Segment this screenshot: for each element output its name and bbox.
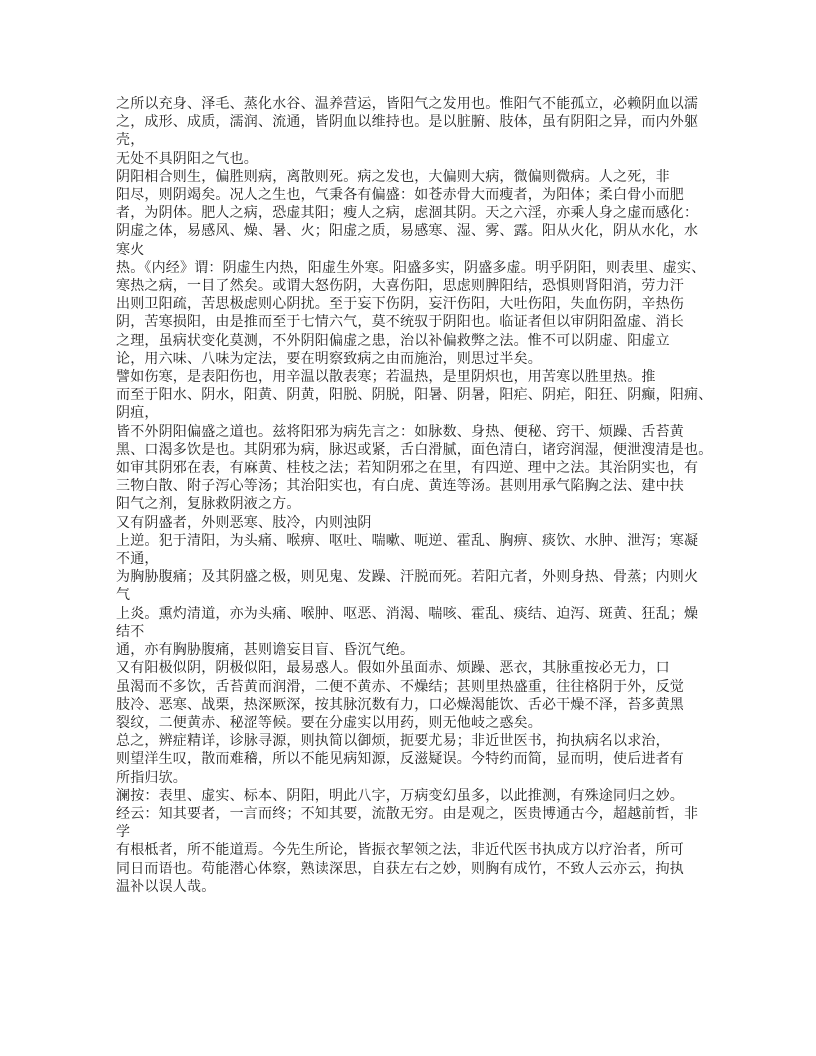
text-line: 所指归欤。: [116, 770, 187, 786]
text-line: 之理，虽病状变化莫测，不外阴阳偏虚之患，治以补偏救弊之法。惟不可以阴虚、阳虚立: [116, 333, 670, 349]
text-line: 结不: [116, 624, 145, 640]
text-line: 三物白散、附子泻心等汤；其治阳实也，有白虎、黄连等汤。甚则用承气陷胸之法、建中扶: [116, 479, 684, 495]
text-line: 澜按：表里、虚实、标本、阴阳，明此八字，万病变幻虽多，以此推测，有殊途同归之妙。: [116, 788, 684, 804]
text-line: 上炎。熏灼清道，亦为头痛、喉肿、呕恶、消渴、喘咳、霍乱、痰结、迫泻、斑黄、狂乱；燥: [116, 606, 699, 622]
text-line: 又有阴盛者，外则恶寒、肢冷，内则浊阴: [116, 515, 372, 531]
text-line: 寒火: [116, 242, 145, 258]
text-line: 为胸胁腹痛；及其阴盛之极，则见鬼、发躁、汗脱而死。若阳亢者，外则身热、骨蒸；内则火: [116, 570, 699, 586]
text-line: 学: [116, 825, 131, 841]
text-line: 气: [116, 588, 131, 604]
text-line: 经云：知其要者，一言而终；不知其要，流散无穷。由是观之，医贵博通古今，超越前哲，非: [116, 806, 699, 822]
text-line: 黑、口渴多饮是也。其阴邪为病，脉迟或紧，舌白滑腻，面色清白，诸窍润湿，便泄溲清是也。: [116, 442, 713, 458]
text-line: 有根柢者，所不能道焉。今先生所论，皆振衣挈领之法，非近代医书执成方以疗治者，所可: [116, 843, 684, 859]
text-line: 出则卫阳疏，苦思极虑则心阴扰。至于妄下伤阴，妄汗伤阳，大吐伤阳，失血伤阴，辛热伤: [116, 297, 684, 313]
text-line: 肢冷、恶寒、战栗，热深厥深，按其脉沉数有力，口必燥渴能饮、舌必干燥不泽，苔多黄黑: [116, 697, 684, 713]
text-line: 通，亦有胸胁腹痛，甚则谵妄目盲、昏沉气绝。: [116, 643, 415, 659]
text-line: 论，用六味、八味为定法，要在明察致病之由而施治，则思过半矣。: [116, 351, 542, 367]
text-line: 阴虚之体，易感风、燥、暑、火；阳虚之质，易感寒、湿、雾、露。阳从火化，阴从水化，水: [116, 224, 699, 240]
text-line: 之，成形、成质，濡润、流通，皆阴血以维持也。是以脏腑、肢体，虽有阴阳之异，而内外躯: [116, 115, 699, 131]
text-line: 寒热之病，一目了然矣。或谓大怒伤阴，大喜伤阳，思虑则脾阳结，恐惧则肾阳消，劳力汗: [116, 279, 684, 295]
text-line: 阴阳相合则生，偏胜则病，离散则死。病之发也，大偏则大病，微偏则微病。人之死，非: [116, 169, 670, 185]
text-line: 皆不外阴阳偏盛之道也。兹将阳邪为病先言之：如脉数、身热、便秘、窍干、烦躁、舌苔黄: [116, 424, 684, 440]
text-line: 壳，: [116, 133, 145, 149]
text-line: 阴，苦寒损阳，由是推而至于七情六气，莫不统驭于阴阳也。临证者但以审阴阳盈虚、消长: [116, 315, 684, 331]
text-line: 热。《内经》谓：阴虚生内热，阳虚生外寒。阳盛多实，阴盛多虚。明乎阴阳，则表里、虚实、: [116, 260, 706, 276]
text-line: 裂纹，二便黄赤、秘涩等候。要在分虚实以用药，则无他岐之惑矣。: [116, 715, 542, 731]
document-text: [116, 96, 713, 897]
text-line: 阳尽，则阴竭矣。况人之生也，气秉各有偏盛：如苍赤骨大而瘦者，为阳体；柔白骨小而肥: [116, 188, 684, 204]
text-line: 虽渴而不多饮，舌苔黄而润滑，二便不黄赤、不燥结；甚则里热盛重，往往格阴于外，反觉: [116, 679, 684, 695]
text-line: 总之，辨症精详，诊脉寻源，则执简以御烦，扼要尤易；非近世医书，拘执病名以求治，: [116, 734, 670, 750]
text-line: 譬如伤寒，是表阳伤也，用辛温以散表寒；若温热，是里阴炽也，用苦寒以胜里热。推: [116, 370, 656, 386]
text-line: 上逆。犯于清阳，为头痛、喉痹、呕吐、喘嗽、呃逆、霍乱、胸痹、痰饮、水肿、泄泻；寒凝: [116, 533, 699, 549]
text-line: 温补以误人哉。: [116, 879, 216, 895]
text-line: 阳气之剂，复脉救阴液之方。: [116, 497, 301, 513]
text-line: 如审其阴邪在表，有麻黄、桂枝之法；若知阴邪之在里，有四逆、理中之法。其治阴实也，有: [116, 461, 699, 477]
text-line: 同日而语也。苟能潜心体察，熟读深思，自获左右之妙，则胸有成竹，不致人云亦云，拘执: [116, 861, 684, 877]
text-line: 无处不具阴阳之气也。: [116, 151, 258, 167]
text-line: 者，为阴体。肥人之病，恐虚其阳；瘦人之病，虑涸其阴。天之六淫，亦乘人身之虚而感化：: [116, 206, 699, 222]
text-line: 不通，: [116, 552, 159, 568]
text-line: 而至于阳水、阴水，阳黄、阴黄，阳脱、阴脱，阳暑、阴暑，阳疟、阴疟，阳狂、阴癫，阳痈、: [116, 388, 713, 404]
text-line: 之所以充身、泽毛、蒸化水谷、温养营运，皆阳气之发用也。惟阳气不能孤立，必赖阴血以濡: [116, 97, 699, 112]
text-line: 则望洋生叹，散而难稽，所以不能见病知源，反滋疑误。今特约而简，显而明，使后进者有: [116, 752, 684, 768]
text-line: 又有阳极似阴，阴极似阳，最易惑人。假如外虽面赤、烦躁、恶衣，其脉重按必无力，口: [116, 661, 670, 677]
text-line: 阴疽，: [116, 406, 159, 422]
